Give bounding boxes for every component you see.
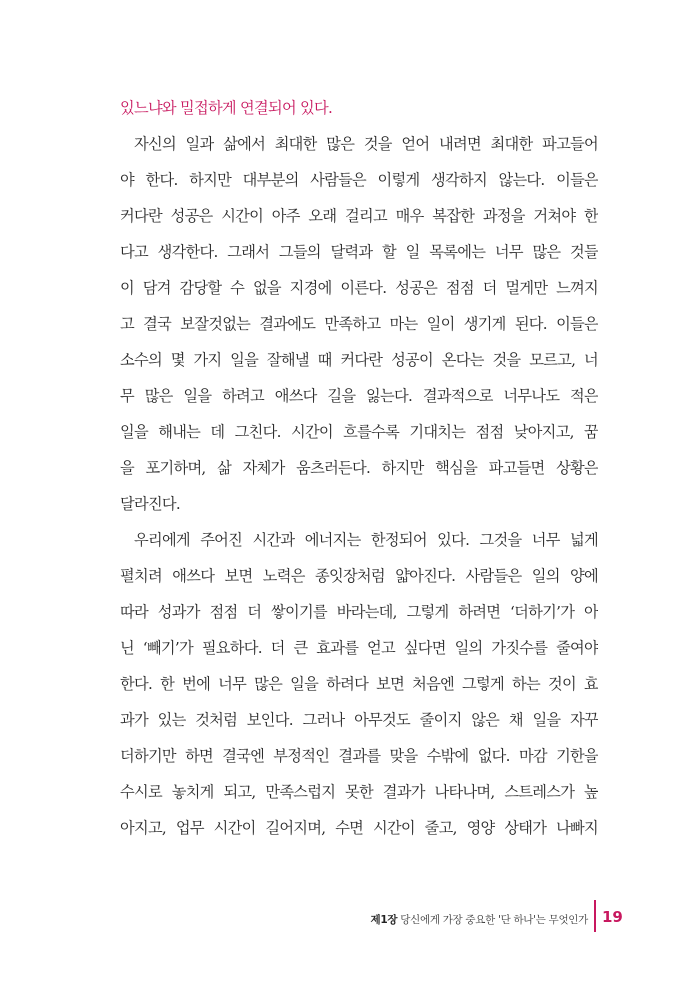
- text-line: 일을 해내는 데 그친다. 시간이 흐를수록 기대치는 점점 낮아지고, 꿈: [120, 423, 598, 441]
- paragraph-first-line: 자신의 일과 삶에서 최대한 많은 것을 얻어 내려면 최대한 파고들어: [134, 135, 598, 153]
- text-line: 따라 성과가 점점 더 쌓이기를 바라는데, 그렇게 하려면 ‘더하기’가 아: [120, 603, 598, 621]
- paragraph-last-line: 달라진다.: [120, 495, 181, 513]
- text-line: 과가 있는 것처럼 보인다. 그러나 아무것도 줄이지 않은 채 일을 자꾸: [120, 711, 598, 729]
- text-line: 수시로 놓치게 되고, 만족스럽지 못한 결과가 나타나며, 스트레스가 높: [120, 783, 598, 801]
- paragraph-first-line: 우리에게 주어진 시간과 에너지는 한정되어 있다. 그것을 너무 넓게: [134, 531, 598, 549]
- text-line: 닌 ‘빼기’가 필요하다. 더 큰 효과를 얻고 싶다면 일의 가짓수를 줄여야: [120, 639, 598, 657]
- text-line: 고 결국 보잘것없는 결과에도 만족하고 마는 일이 생기게 된다. 이들은: [120, 315, 598, 333]
- text-line: 다고 생각한다. 그래서 그들의 달력과 할 일 목록에는 너무 많은 것들: [120, 243, 598, 261]
- footer-divider: [594, 900, 596, 932]
- text-line: 을 포기하며, 삶 자체가 움츠러든다. 하지만 핵심을 파고들면 상황은: [120, 459, 598, 477]
- text-line: 아지고, 업무 시간이 길어지며, 수면 시간이 줄고, 영양 상태가 나빠지: [120, 819, 598, 837]
- text-line: 한다. 한 번에 너무 많은 일을 하려다 보면 처음엔 그렇게 하는 것이 효: [120, 675, 598, 693]
- page-number: 19: [602, 908, 623, 926]
- running-footer: [371, 912, 588, 927]
- text-line: 이 담겨 감당할 수 없을 지경에 이른다. 성공은 점점 더 멀게만 느껴지: [120, 279, 598, 297]
- chapter-label: 제1장: [370, 914, 398, 926]
- text-line: 소수의 몇 가지 일을 잘해낼 때 커다란 성공이 온다는 것을 모르고, 너: [120, 351, 598, 369]
- text-line-highlight: 있느냐와 밀접하게 연결되어 있다.: [120, 99, 333, 117]
- text-line: 야 한다. 하지만 대부분의 사람들은 이렇게 생각하지 않는다. 이들은: [120, 171, 598, 189]
- text-line: 커다란 성공은 시간이 아주 오래 걸리고 매우 복잡한 과정을 거쳐야 한: [120, 207, 598, 225]
- body-text: [120, 90, 598, 846]
- text-line: 더하기만 하면 결국엔 부정적인 결과를 맞을 수밖에 없다. 마감 기한을: [120, 747, 598, 765]
- text-line: 펼치려 애쓰다 보면 노력은 종잇장처럼 얇아진다. 사람들은 일의 양에: [120, 567, 598, 585]
- chapter-title: 당신에게 가장 중요한 '단 하나'는 무엇인가: [400, 914, 588, 926]
- text-line: 무 많은 일을 하려고 애쓰다 길을 잃는다. 결과적으로 너무나도 적은: [120, 387, 598, 405]
- page-footer: [0, 900, 696, 936]
